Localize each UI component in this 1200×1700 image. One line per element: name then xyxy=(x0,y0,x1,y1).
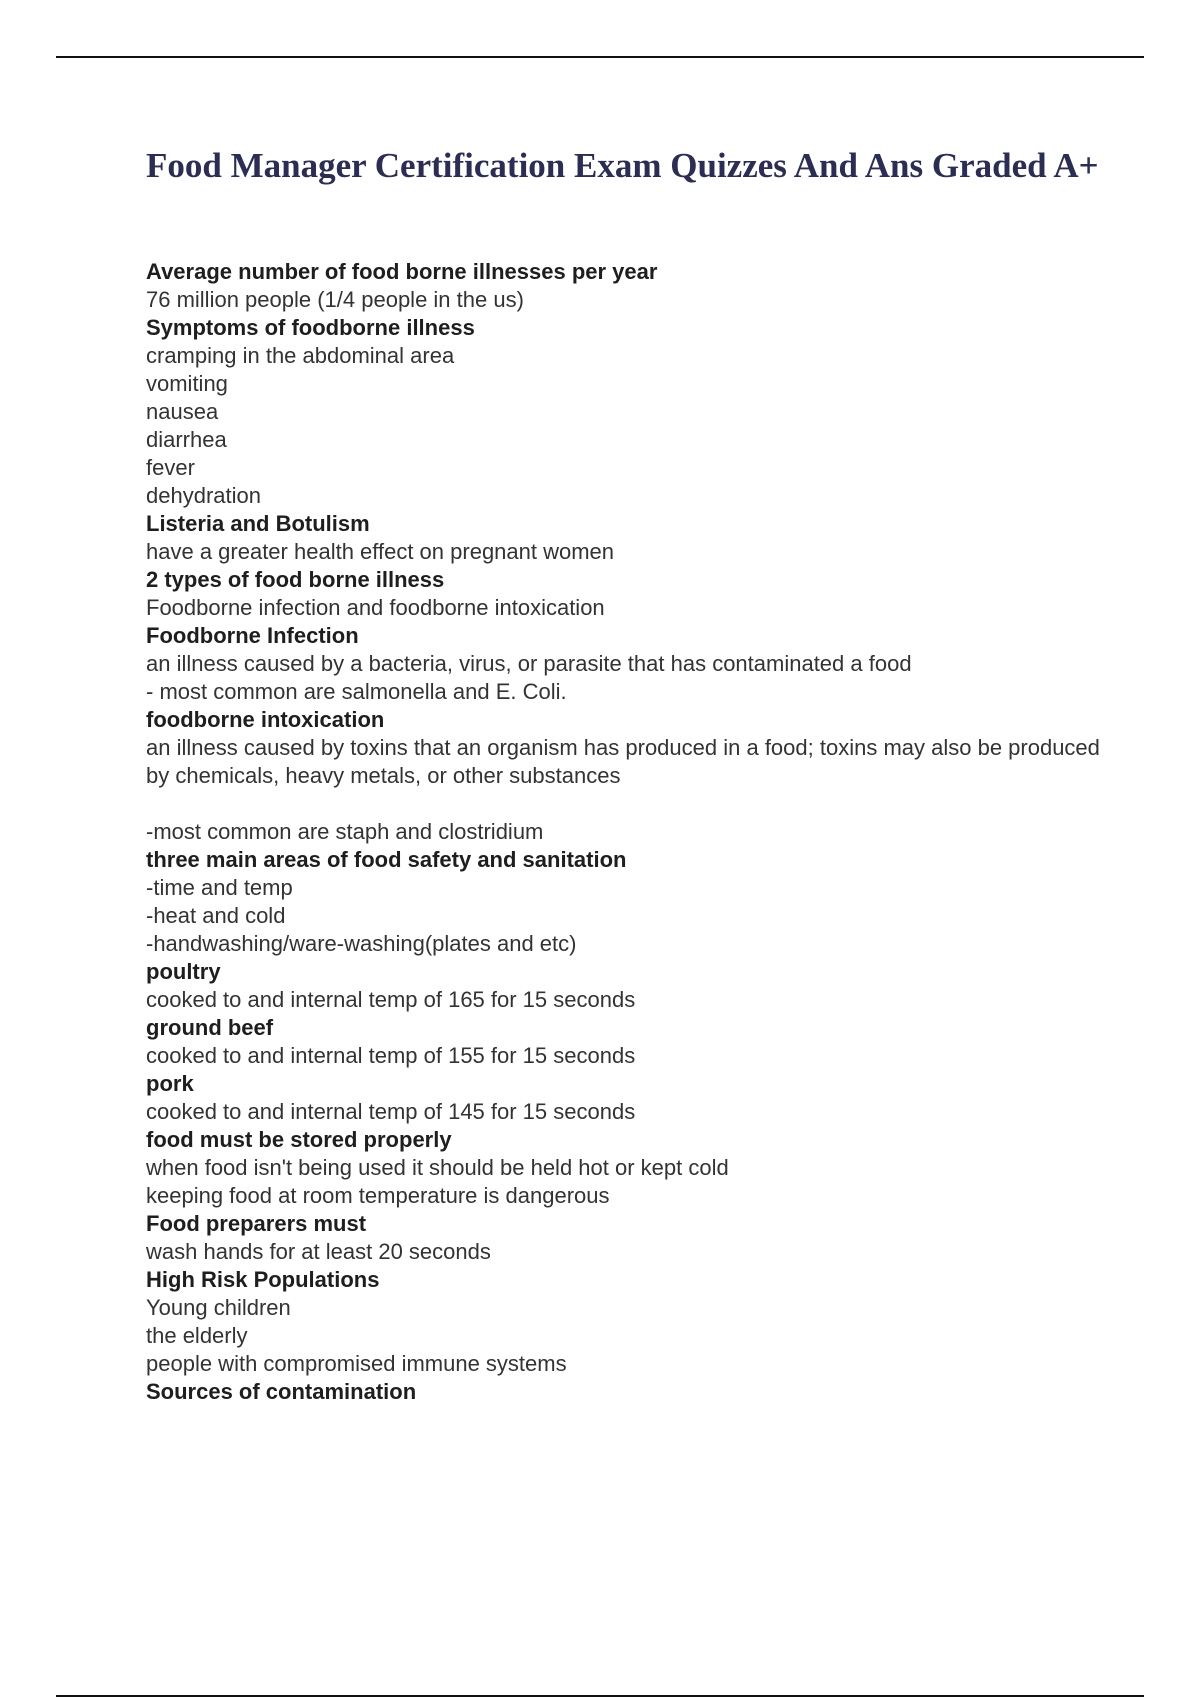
question: ground beef xyxy=(146,1015,274,1040)
answer: 76 million people (1/4 people in the us) xyxy=(146,287,524,312)
answer: -time and temp -heat and cold -handwashing/ware-washing(plates and etc) xyxy=(146,875,577,956)
qa-item xyxy=(146,958,1106,1014)
question: Food preparers must xyxy=(146,1211,367,1236)
answer: an illness caused by toxins that an organism has produced in a food; toxins may also be produced by chemicals, heavy metals, or other substances -most common are staph and clostridium xyxy=(146,735,1100,844)
qa-item xyxy=(146,1126,1106,1210)
question: three main areas of food safety and sanitation xyxy=(146,847,627,872)
answer: cooked to and internal temp of 155 for 15 seconds xyxy=(146,1043,636,1068)
qa-item xyxy=(146,706,1106,846)
question: 2 types of food borne illness xyxy=(146,567,445,592)
answer: cramping in the abdominal area vomiting nausea diarrhea fever dehydration xyxy=(146,343,455,508)
question: Foodborne Infection xyxy=(146,623,359,648)
question: pork xyxy=(146,1071,194,1096)
answer: wash hands for at least 20 seconds xyxy=(146,1239,491,1264)
question: Average number of food borne illnesses per year xyxy=(146,259,658,284)
answer: cooked to and internal temp of 145 for 15 seconds xyxy=(146,1099,636,1124)
answer: have a greater health effect on pregnant women xyxy=(146,539,615,564)
answer: Young children the elderly people with compromised immune systems xyxy=(146,1295,567,1376)
qa-item xyxy=(146,1378,1106,1406)
bottom-rule xyxy=(56,1695,1144,1697)
question: Symptoms of foodborne illness xyxy=(146,315,475,340)
qa-item xyxy=(146,622,1106,706)
qa-item xyxy=(146,1070,1106,1126)
qa-item xyxy=(146,510,1106,566)
question: foodborne intoxication xyxy=(146,707,385,732)
answer: when food isn't being used it should be held hot or kept cold keeping food at room temperature is dangerous xyxy=(146,1155,729,1208)
qa-item xyxy=(146,1210,1106,1266)
answer: Foodborne infection and foodborne intoxication xyxy=(146,595,605,620)
answer: cooked to and internal temp of 165 for 15 seconds xyxy=(146,987,636,1012)
question: High Risk Populations xyxy=(146,1267,380,1292)
qa-item xyxy=(146,1014,1106,1070)
question: Listeria and Botulism xyxy=(146,511,370,536)
qa-item xyxy=(146,1266,1106,1378)
answer: an illness caused by a bacteria, virus, or parasite that has contaminated a food - most common are salmonella and E. Coli. xyxy=(146,651,912,704)
question: poultry xyxy=(146,959,221,984)
qa-item xyxy=(146,258,1106,314)
document-title: Food Manager Certification Exam Quizzes And Ans Graded A+ xyxy=(146,146,1099,185)
qa-item xyxy=(146,846,1106,958)
qa-item xyxy=(146,314,1106,510)
top-rule xyxy=(56,56,1144,58)
question: Sources of contamination xyxy=(146,1379,417,1404)
qa-list xyxy=(146,258,1106,1406)
qa-item xyxy=(146,566,1106,622)
question: food must be stored properly xyxy=(146,1127,452,1152)
